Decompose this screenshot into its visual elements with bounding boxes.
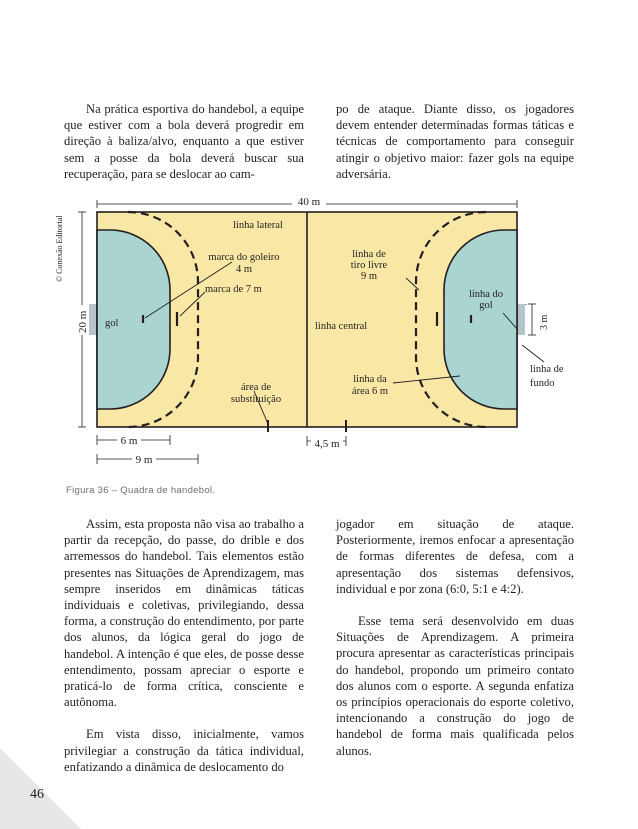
body-paragraph-1: Assim, esta proposta não visa ao trabalho a partir da recepção, do passe, do drible e dos arremessos do handebol. Tais elementos estão presentes nas Situações de Aprendizagem, mas sempre inseridos em dinâmicas táticas individuais e coletivas, privilegiando, dessa forma, a construção do entendimento, por parte dos alunos, da lógica geral do jogo de handebol. A intenção é que eles, de posse desse entendimento, possam apreciar o esporte e praticá-lo de forma crítica, consciente e autônoma. <box>64 517 304 710</box>
label-linha-central: linha central <box>315 321 368 332</box>
page-number: 46 <box>30 787 44 802</box>
height-label: 20 m <box>77 310 89 333</box>
label-substituicao-2: substituição <box>230 394 282 405</box>
label-tiro-livre-3: 9 m <box>360 271 378 282</box>
body-paragraph-2: Em vista disso, inicialmente, vamos privilegiar a construção da tática individual, enfatizando a dinâmica de deslocamento do <box>64 727 304 774</box>
dimension-6m-label: 6 m <box>120 435 138 447</box>
bottom-right-column <box>336 516 574 775</box>
label-marca-goleiro-1: marca do goleiro <box>208 252 280 263</box>
label-tiro-livre-2: tiro livre <box>350 260 388 271</box>
label-substituicao-1: área de <box>240 382 272 393</box>
leader-end-line <box>522 345 544 362</box>
label-linha-lateral: linha lateral <box>233 220 283 231</box>
figure-credit: © Conexão Editorial <box>55 215 64 282</box>
dimension-9m-label: 9 m <box>135 454 153 466</box>
body-paragraph-3: jogador em situação de ataque. Posteriormente, iremos enfocar a apresentação de formas diferentes de defesa, com a apresentação dos sistemas defensivos, individual e por zona (6:0, 5:1 e 4:2). <box>336 517 574 596</box>
label-gol: gol <box>105 318 119 329</box>
label-linha-gol-2: gol <box>479 300 493 311</box>
label-marca-goleiro-2: 4 m <box>235 264 253 275</box>
intro-paragraph-end: po de ataque. Diante disso, os jogadores devem entender determinadas formas táticas e técnicas de comportamento para conseguir atingir o objetivo maior: fazer gols na equipe adversária. <box>336 102 574 181</box>
goal-width-label: 3 m <box>539 314 550 330</box>
label-linha-fundo-1: linha de <box>530 364 564 375</box>
label-linha-fundo-2: fundo <box>530 378 555 389</box>
label-area-6m-1: linha da <box>353 374 387 385</box>
bottom-left-column <box>64 516 304 791</box>
label-tiro-livre-1: linha de <box>352 249 386 260</box>
label-area-6m-2: área 6 m <box>351 386 389 397</box>
label-marca-7m: marca de 7 m <box>205 284 262 295</box>
handball-court-figure <box>0 180 638 500</box>
right-goal-area <box>444 230 517 409</box>
figure-caption: Figura 36 – Quadra de handebol. <box>66 485 216 496</box>
dimension-45m-label: 4,5 m <box>314 438 340 450</box>
label-linha-gol-1: linha do <box>468 289 504 300</box>
body-paragraph-4: Esse tema será desenvolvido em duas Situações de Aprendizagem. A primeira procura apresentar as características principais do handebol, propondo um primeiro contato dos alunos com o esporte. A segunda enfatiza os princípios operacionais do esporte coletivo, intencionando a construção do jogo de handebol de forma mais qualificada pelos alunos. <box>336 614 574 758</box>
intro-paragraph-start: Na prática esportiva do handebol, a equipe que estiver com a bola deverá progredir em direção à baliza/alvo, enquanto a que estiver sem a posse da bola deverá buscar sua recuperação, para se deslocar ao cam- <box>64 102 304 181</box>
width-label: 40 m <box>297 196 321 208</box>
